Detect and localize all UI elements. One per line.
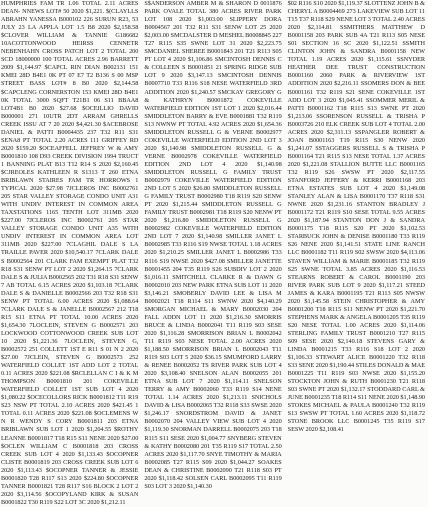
listing-entry: SMUMFORD LARRY & RENEE B0002052 TS RIVER PARK SUB LOT 4 2020 $3,108.40	[144, 354, 282, 378]
listing-entry: SMORGAN MICHAEL & MARY B0002030 204 FALL ADDN LOT 11 2020 $1,216.30	[144, 305, 282, 321]
listing-entry: $OCLEN WILLIAM C B0001818 203 CROSS CREEK SUB LOT 4 2020 $1,133.43	[1, 442, 139, 458]
listing-entry: SSORENSON RUSSELL & TRISHA P B0003726 210 ELK CREEK SUB LOT 4 TOTAL 2.00 ACRES 2020 $2,311.13	[287, 112, 425, 136]
listing-entry: SMILLER JANETTE B0001455 204 T35 R119 S26 SUBDIV LOT 2 2020 $1,016.11	[144, 257, 282, 281]
listing-entry: SNORMAN DARRELL B0002075 203 T18 R115 S11 SESE 2020 $1,004.77	[144, 426, 282, 442]
column-3	[287, 0, 425, 434]
listing-entry: 7JCLEROS INC B0002761 205 STAR VALLEY STORAGE CONDO UNIT A35 WITH UNDIV INTEREST IN COMMON AREA LOT 311MB 2020 $227.00	[1, 217, 139, 249]
listing-entry: STILES DONALD & MAE B0001225 T11 R119 S03 NWSE 2020 $1,155.20	[287, 362, 425, 378]
listing-entry: $(CLAYLLS ABRAHN YANESSA B000102 226 SURUN R23, 53 JULY 23 LA APPLA LOT 1.5 B8 2020 $2,158.58	[1, 8, 139, 32]
listing-entry: 7CLARK DALE S & DANIELLE B0002566 203 T32 R18 S31 SENW PT TOTAL 6.00 ACRES 2020 $1,088.64	[1, 281, 139, 305]
listing-entry: SOAKES DEAN & CHRISTINE B0002090 T21 R118 S03 PT 2020 $1,118.42	[144, 458, 282, 482]
listing-entry: SMILLER JANET L B0002986 T33 R116 S19 NWSE 2020 $427.08	[144, 249, 282, 265]
listing-entry: STAVEN WILLIAM & MARIE B0001185 T32 R119 S25 SWNE TOTAL 3.85 ACRES 2020 $1,116.53	[287, 257, 425, 273]
listing-entry: SMCDALSTER D MESHEL B0008845 227 T27 R115 S35 SWNE LOT 31 2020 $2,223.75	[144, 32, 282, 48]
listing-entry: STODDARD CARL & JUNE B0001235 T18 R114 S11 NENE 2020 $1,148.90	[287, 386, 425, 402]
listing-entry: S$ANDERSON AMBER M & SHARON D 0011876 PARK OVALE TOTAL 380 ACRES RIVER PARK LOT 108 2020 $1,003.00	[144, 0, 282, 24]
listing-entry: $OCOPYLAND KIRK & SUSAN B0001822 T30 R119 S22 LOT 3C 2020 $1,212.11	[1, 490, 139, 506]
listing-entry: $ROTHY LEANNE B0001817 T18 R15 S11 NENE 2020 $27.00	[1, 426, 139, 442]
listing-entry: STEIN CHRISTOPHER & AMY B0001200 T18 R115 S11 NENW PT 2020 $1,221.70	[287, 297, 425, 313]
listing-entry: SMORRIS BRUCE & LINDA B0002041 T11 R119 S03 SESE 2020 $1,116.28	[144, 313, 282, 337]
column-1-text	[1, 0, 138, 507]
listing-entry: STONE BROOK LLC B0001245 T35 R119 S17 SESW 2020 $2,108.41	[287, 418, 425, 434]
listing-entry: 7JCLEIN, STEVEN G B0002573 252 WATERFIELD COLLET 1ST ADD LOT 2 TOTAL 0.11 ACRES 2020 $221.08	[1, 354, 139, 378]
listing-entry: $02 R116 S10 2020 $1,119.37	[287, 0, 365, 7]
listing-entry: 7LOCLEIN, STEVEN G B0002571 203 LOCKWOOD COTTONWOOD CREEK SUB LOT 10 2020 $1,221.36	[1, 321, 139, 345]
listing-entry: $ACEBROSE DANIEL & PATTI B0004435 237 T32 R11 S31 SENA8 PT TOTAL 2.20 ACRES 111 GRIFFEY RD 2020 $159.20	[1, 120, 139, 152]
listing-entry: SLOTTENZ JOHN B & CHERYL A B0004469 273 LAKEVIEW SUB LOT 11 T15 T37 R118 S29 NENE LOT 3 TOTAL 2.40 ACRES 2020 $2,114.81	[287, 0, 425, 32]
listing-entry: STALLION BUTTE LLC B0001165 T32 R119 S26 SWSW PT 2020 $2,117.55	[287, 160, 425, 176]
listing-entry: $RCLELLAN C I & K M THOMPSON B0001810 201 COKEVILLE WATERFIELD COLLET 1ST SUB LOT 4 2020 $1,080.22	[1, 370, 139, 402]
listing-entry: STARBUCK JOHN & DENISE B0001180 T33 R119 S26 NENE 2020 $1,141.51	[287, 233, 425, 249]
listing-entry: STOCKTON JOHN & RUTH B0001230 T21 R118 S03 SWNE PT 2020 $1,132.17	[287, 378, 425, 394]
listing-entry: SNELSON ALAN B0002055 201 ETNA SUB LOT 7 2020 $1,114.11	[144, 370, 282, 386]
listing-entry: SMITCHELL CLARKE R & DAWN G B0002010 203 NEW PARK ETNA SUB LOT 11 2020 $3,146.21	[144, 273, 282, 297]
listing-entry: $OCLEMENS W N R WENDY S CORY B0001811 203 ETNA BRIBLAWN SUB LOT 1 2020 $1,204.55	[1, 410, 139, 434]
listing-entry: SMCKAY GREGORY G & KATHRYN B0001872 COKEVILLE WATERFIELD EDITION 1ST LOT 1 2020 $2,016.44	[144, 88, 282, 112]
listing-entry: STEED JAMES & KARA B0001195 T21 R113 S05 NWSW 2020 $1,145.58	[287, 281, 425, 305]
listing-entry: SNELSON TERRY & AMY B0002060 T33 R119 S14 NENE TOTAL 1.14 ACRES 2020 $1,213.11	[144, 378, 282, 402]
listing-entry: STOKES MICHAEL & PAULA B0001240 T32 R119 S13 SWSW PT TOTAL 1.60 ACRES 2020 $1,118.72	[287, 402, 425, 418]
listing-entry: $CLOVER WILLIAM & TANNIE G186682 10ACOTTONWOOD HEIRSS CENNETR NEBENHAHN CROSS PATCH LOT 2 TOTAL 200 SCD 18000000 100 TOTAL ACRES 2.96 BARRETT 2009 $1,144.97	[1, 32, 139, 72]
listing-entry: $CJREOLES KATHLEEN R S1313 T 260 ETNA BRIBLAWN STAIRES FAM TR HORROWS 1 TYPICAL 2020 $27.98	[1, 168, 139, 193]
listing-entry: STANTON BRADLEY J B0001172 T21 R119 S10 SESE TOTAL 9.55 ACRES 2020 $1,187.94	[287, 201, 425, 225]
listing-entry: $CAPCL RIN DIAN B002131 151 KMEI 28D B4E1 0K PT 07 E7 T2 B136 S 00 MSP STREET BASS LOT# 8 B0 2020 $2,144.58	[1, 64, 139, 88]
listing-entry: STEVENS GARY & LINDA B0001215 T33 R116 S18 LOT 2 2020 $1,106.33	[287, 337, 425, 362]
listing-entry: STEARNS ROBERT & CAROL B0001190 203 RIVER PARK SUB LOT 9 2020 $1,117.21	[287, 273, 425, 289]
listing-entry: 7JCLEROS INC B0002761 205 STAR VALLEY STORAGE CONDO UNIT A31 WITH UNDIV INTEREST IN COMMON AREA TAXSTATIONS 1165 TENTH LOT 311MB 2020 $227.00	[1, 185, 139, 225]
listing-entry: SMORRISON BRIAN L B0002043 T11 R119 S03 LOT 5 2020 $36.15	[144, 346, 282, 362]
column-3-text	[288, 0, 425, 435]
listing-entry: STANTON DON J & SANDRA B0001175 T18 R115 S20 PT 2020 $1,102.53	[287, 217, 425, 233]
listing-entry: SMOBERLY DAVID LEE & LISA M B0002021 T18 R114 S11 SWNW 2020 $4,140.29	[144, 289, 282, 305]
listing-entry: SSMITHERS MATTHEW D B0001158 203 PARK SUB 4A T21 R113 S05 NESE S01 SECTION 16 SC 2020 $1,122.51	[287, 24, 425, 48]
listing-entry: $OCEAFFELL JEFFREY W & AMY B0001810 108 D93 CREEK DIVISION 1994 TRUCT 1 BANNING PLAT B13 T12 R14 S 2020 $2,160.45	[1, 144, 139, 168]
listing-entry: $OCOPNER TANNER & JESSIE B0001820 T28 R117 S13 2020 $224.80	[1, 466, 139, 482]
listing-entry: SSTAGGERS RUSSELL S & TRISHA P B0001164 T21 R115 S13 NESE TOTAL 1.37 ACRES 2020 $1,221.08	[287, 144, 425, 168]
listing-entry: SNICHOLS DAVID & LISA B0002065 T32 R118 S33 SWSE 2020 $1,246.17	[144, 394, 282, 418]
listing-entry: STEPHENS MARK & ANGELA B0001205 T35 R119 S20 NESE TOTAL 1.00 ACRES 2020 $1,114.06	[287, 313, 425, 329]
listing-entry: SMIDDLETON RUSSELL G & VERNE B0002978 COKEVILLE WATERFIELD EDITION 2ND LOT 4 2020 $1,140.98	[144, 144, 282, 168]
listing-entry: SSPANGLER ROBERT & JOAN B0001163 T19 R115 S30 NENW 2020 $1,241.07	[287, 128, 425, 152]
listing-entry: SMIDDLETON RUSSELL G FAMILY TRUST B0002981 T18 R119 S20 NENW PT 2020 $1,216.80	[144, 201, 282, 225]
listing-entry: 1 TOTAL 0.11 ACRES 2020 $221.08	[1, 402, 139, 418]
listing-entry: SMIDDLETON RUSSELL G FAMILY TRUST B0002980 T18 R119 S20 SENW PT 2020 $1,215.44	[144, 185, 282, 209]
listing-entry: 7LOCLEIN, STEVEN G, B0002572 251 COLLETT 1ST E R11 S 01 N 2 2020 $27.00	[1, 337, 139, 362]
listing-entry: HUMPHRIES FAM TR 1.06 TOTAL 2.11 ACRES DEAN- NNEWS LOT# 50 2020 $1,221.	[1, 0, 139, 16]
listing-entry: SMCINTOSH DENNIS B0007710 T33 R116 S18 NESE WATERFIELD 3RD ADDITION 2020 $1,240.57	[144, 72, 282, 96]
listing-entry: STEWART ALICE B0001220 T32 R118 S33 SENE 2020 $1,190.44	[287, 354, 425, 370]
listing-entry: SOLSEN CARL B0002095 T11 R119 S03 LOT 3 2020 $1,140.30	[144, 474, 282, 490]
listing-entry: SMIDDLETON RUSSELL G B0002982 COKEVILLE WATERFIELD EDITION 2ND LOT 7 2020 $1,140.98	[144, 217, 282, 241]
listing-entry: $OCOPNER TANNER B0001821 T28 R117 S16 BLOCK 2 LOT 2 2020 $3,114.56	[1, 474, 139, 498]
listing-entry: STANLEY ALAN & LISA B0001170 T37 R118 S31 NWNE 2020 $1,231.16	[287, 193, 425, 209]
listing-entry: SMIDDLETON RUSSELL G FAMILY TRUST B0002979 COKEVILLE WATERFIELD EDITION 2ND LOT 5 2020 $26.80	[144, 168, 282, 193]
listing-entry: SMILLER JANET L B0002985 T33 R116 S19 NWSE TOTAL 1.18 ACRES 2020 $1,210.25	[144, 233, 282, 257]
listing-entry: 7CLAGHIL DALE S LA TRAILLE PAVER 2020 $10,540.17	[1, 241, 139, 257]
listing-entry: SMORRISON BRIAN L B0002042 T11 R119 S03 NESE TOTAL 2.00 ACRES 2020 $1,188.50	[144, 329, 282, 354]
listing-entry: SLIPPERY DORA B0004567 201 T32 R11 S31 SENW LOT 25 2020 $2,003.00	[144, 16, 282, 40]
listing-entry: 7CLARK DALE S & JULIA B0002565 202 T31 R18 S31 SENW 7 AB TOTAL 6.15 ACRES 2020 $1,103.18	[1, 265, 139, 289]
listing-entry: SMIDDLETON RUSSELL G & VERNE B0002977 COKEVILLE WATERFIELD EDITION 2ND LOT 3 2020 $1,140.98	[144, 128, 282, 152]
listing-entry: SMCDANIEL SHEREE B0001843 201 T21 R113 S05 PT LOT 4 2020 $1,106.86	[144, 48, 282, 64]
listing-entry: SSNYDER HEATHER DEE TRUST CONSTRUCTION B0001160 2060 PARK & RIVERVIEW 1ST ADDITION 2020 $2,216.11	[287, 56, 425, 88]
listing-entry: SSOMERS DON & BEE B0001161 T32 R119 S21 SENE COKEVILLE 1ST ADD LOT 3 2020 $1,045.41	[287, 80, 425, 104]
listing-entry: SNYE TIMOTHY & MARIA B0002085 T27 R115 S09 2020 $1,044.27	[144, 450, 282, 466]
listing-entry: 7CLARK DALE S B0002564 201 CLARK FAM EXEMPT PLAT T32 R18 S31 SENW PT LOT 2 2020 $1,264.15	[1, 249, 139, 273]
column-2-text	[144, 0, 281, 491]
listing-entry: $OCECOLLORS RICK B0001812 T11 R19 S23 NSW PT TOTAL 2.10 ACRES 2020 $421.45	[1, 394, 139, 410]
column-1	[1, 0, 139, 506]
listing-entry: STATE LINE RANCH LLC B0001182 T11 R119 S02 SWSW 2020 $4,113.06	[287, 241, 425, 257]
listing-entry: $OCOPNER CLISTE B0001819 203 CROSS CREEK SUB LOT 6 2020 $1,113.43	[1, 450, 139, 474]
listing-entry: SNORDSTROM DAVID & JANET B0002070 204 VALLEY VIEW SUB LOT 4 2020 $1,119.30	[144, 410, 282, 434]
listing-entry: STERLING FAMILY TRUST B0001210 T27 R115 S09 SESE 2020 $2,140.18	[287, 329, 425, 345]
column-2	[144, 0, 282, 490]
listing-entry: SSOMMER MERIL & PATTI B0001162 T18 R115 S13 SWNE PT 2020 $1,213.06	[287, 96, 425, 120]
listing-entry: STANFORD JEFFERY & KERRI B0001168 203 ETNA ESTATES SUB LOT 4 2020 $1,149.08	[287, 177, 425, 193]
listing-entry: SNYBERG STEVEN & KATHY B0002080 201 T35 R119 S17 TOTAL 2.50 ACRES 2020 $1,117.70	[144, 434, 282, 458]
listing-entry: $OCEILLIO DAVID B000001 271 10UTR 2DT ARRAM GHRELLS CREEK ISSU AT 7 20 2020 $4,421.30	[1, 104, 139, 128]
listing-entry: SMCINTOSH DENNIS C & COLLEEN S B0001851 21 SPRING RIDGE SUB LOT 9 2020 $3,147.13	[144, 56, 282, 80]
listing-entry: SSMITH CLINTON JOHN & SANDRA B0001158 NEW TOTAL 1.19 ACRES 2020 $1,115.61	[287, 40, 425, 64]
listing-entry: SMIDDLETON BARRY & EVE B0001881 T32 R119 S13 NWNW PT TOTAL 4.92 ACRES 2020 $1,654.36	[144, 112, 282, 128]
listing-entry: $CAPCLENG CORNERSTON 153 KMEI 28D B4E1 0K TOTAL 3000 SQFT T21B1 06 S11 BBAA8 LOT4B1 B0 2020 $27.68	[1, 88, 139, 112]
listing-entry: 7CLARK DALE S & JANELLE B0002567 212 T18 R15 S11 ETNA PT TOTAL 10.00 ACRES 2020 $1,654.30	[1, 305, 139, 329]
